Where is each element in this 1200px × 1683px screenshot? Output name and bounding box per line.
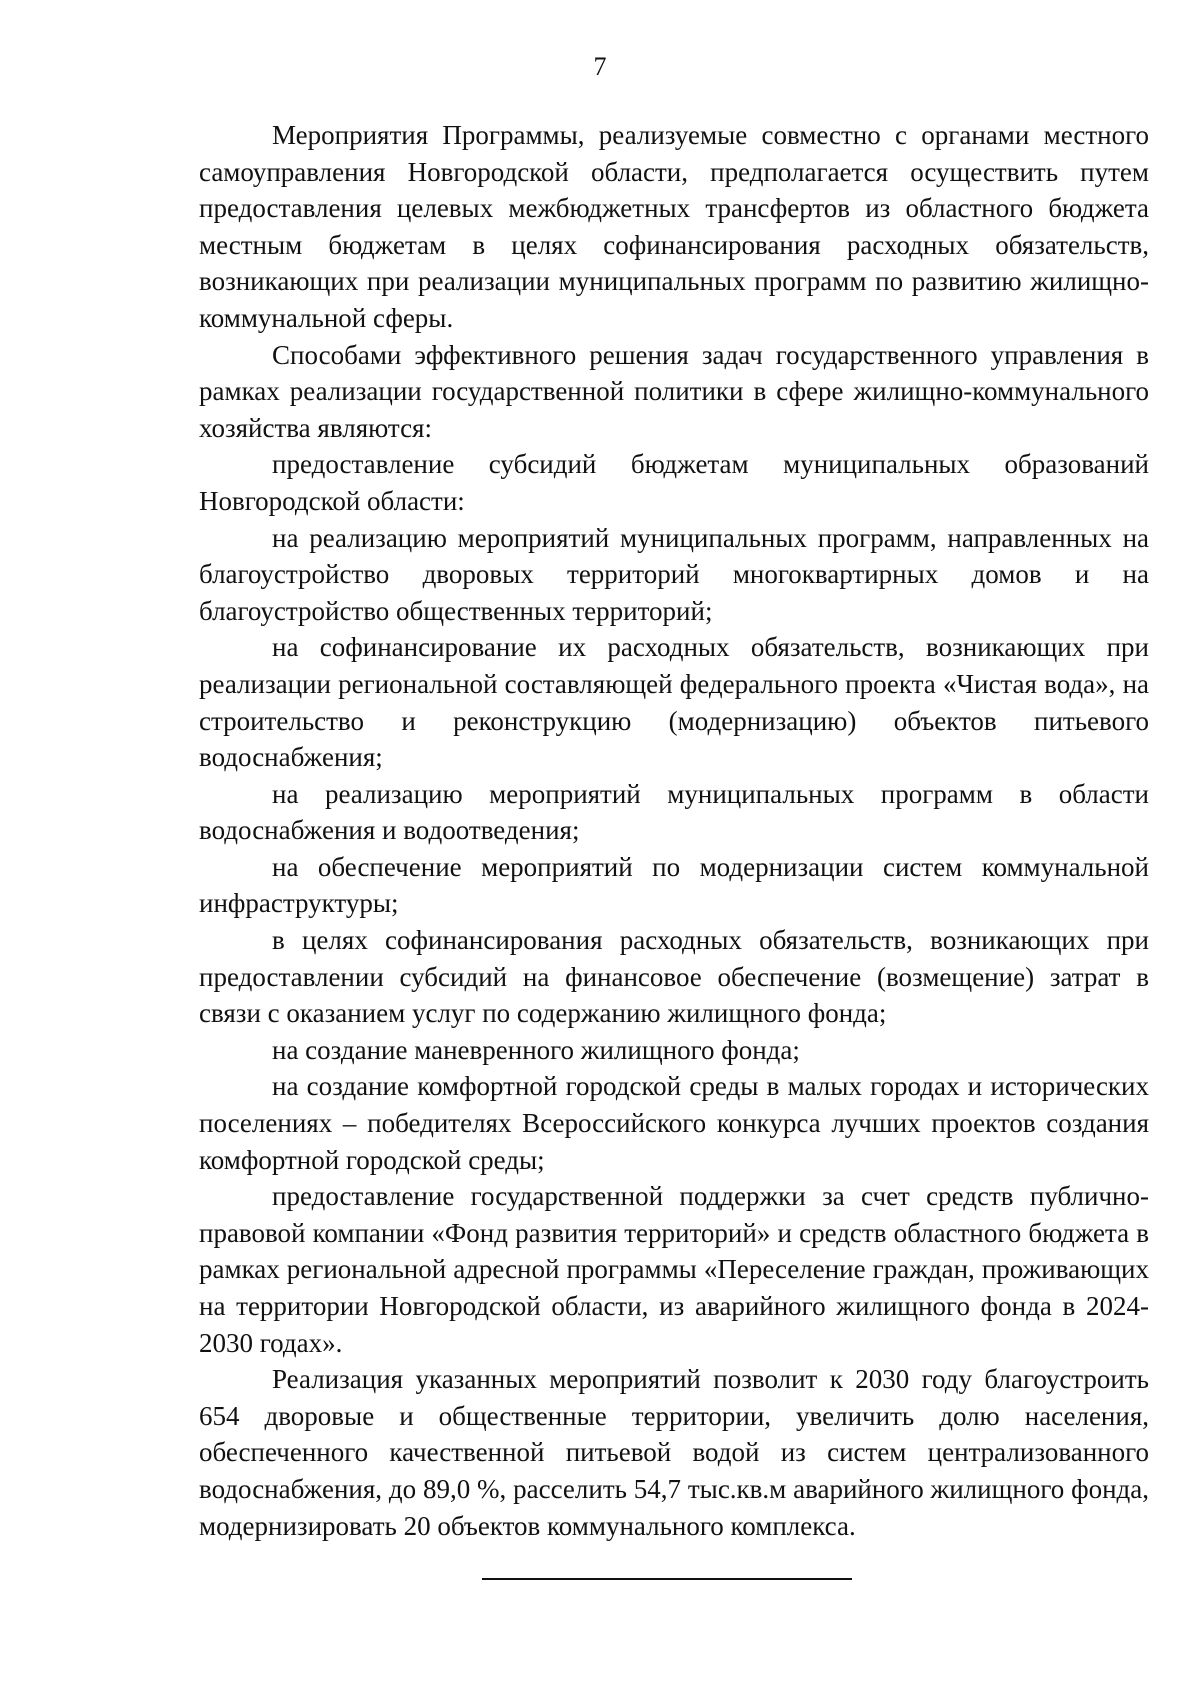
end-of-text-divider bbox=[482, 1578, 852, 1580]
list-item-maneuver-fund: на создание маневренного жилищного фонда; bbox=[272, 1034, 800, 1065]
document-body bbox=[199, 117, 1149, 1544]
paragraph-subsidies-intro: предоставление субсидий бюджетам муниципальных образований Новгородской области: bbox=[199, 449, 1149, 516]
paragraph-expected-results: Реализация указанных мероприятий позволит к 2030 году благоустроить 654 дворовые и общественные территории, увеличить долю населения, обеспеченного качественной питьевой водой из систем централизованного водоснабжения, до 89,0 %, расселить 54,7 тыс.кв.м аварийного жилищного фонда, модернизировать 20 объектов коммунального комплекса. bbox=[199, 1364, 1149, 1541]
page-number: 7 bbox=[593, 52, 607, 81]
paragraph-state-support: предоставление государственной поддержки за счет средств публично-правовой компании «Фонд развития территорий» и средств областного бюджета в рамках региональной адресной программы «Переселение граждан, проживающих на территории Новгородской области, из аварийного жилищного фонда в 2024-2030 годах». bbox=[199, 1181, 1149, 1358]
list-item-water-supply: на реализацию мероприятий муниципальных программ в области водоснабжения и водоотведения; bbox=[199, 778, 1149, 846]
paragraph-program-measures: Мероприятия Программы, реализуемые совместно с органами местного самоуправления Новгородской области, предполагается осуществить путем предоставления целевых межбюджетных трансфертов из областного бюджета местным бюджетам в целях софинансирования расходных обязательств, возникающих при реализации муниципальных программ по развитию жилищно-коммунальной сферы. bbox=[199, 120, 1149, 333]
list-item-housing-maintenance: в целях софинансирования расходных обязательств, возникающих при предоставлении субсидий на финансовое обеспечение (возмещение) затрат в связи с оказанием услуг по содержанию жилищного фонда; bbox=[199, 925, 1149, 1029]
list-item-clean-water: на софинансирование их расходных обязательств, возникающих при реализации региональной составляющей федерального проекта «Чистая вода», на строительство и реконструкцию (модернизацию) объектов питьевого водоснабжения; bbox=[199, 632, 1149, 773]
list-item-infrastructure: на обеспечение мероприятий по модернизации систем коммунальной инфраструктуры; bbox=[199, 851, 1149, 919]
list-item-urban-environment: на создание комфортной городской среды в малых городах и исторических поселениях – победителях Всероссийского конкурса лучших проектов создания комфортной городской среды; bbox=[199, 1071, 1149, 1175]
paragraph-methods-intro: Способами эффективного решения задач государственного управления в рамках реализации государственной политики в сфере жилищно-коммунального хозяйства являются: bbox=[199, 339, 1149, 443]
list-item-landscaping: на реализацию мероприятий муниципальных программ, направленных на благоустройство дворовых территорий многоквартирных домов и на благоустройство общественных территорий; bbox=[199, 522, 1149, 626]
